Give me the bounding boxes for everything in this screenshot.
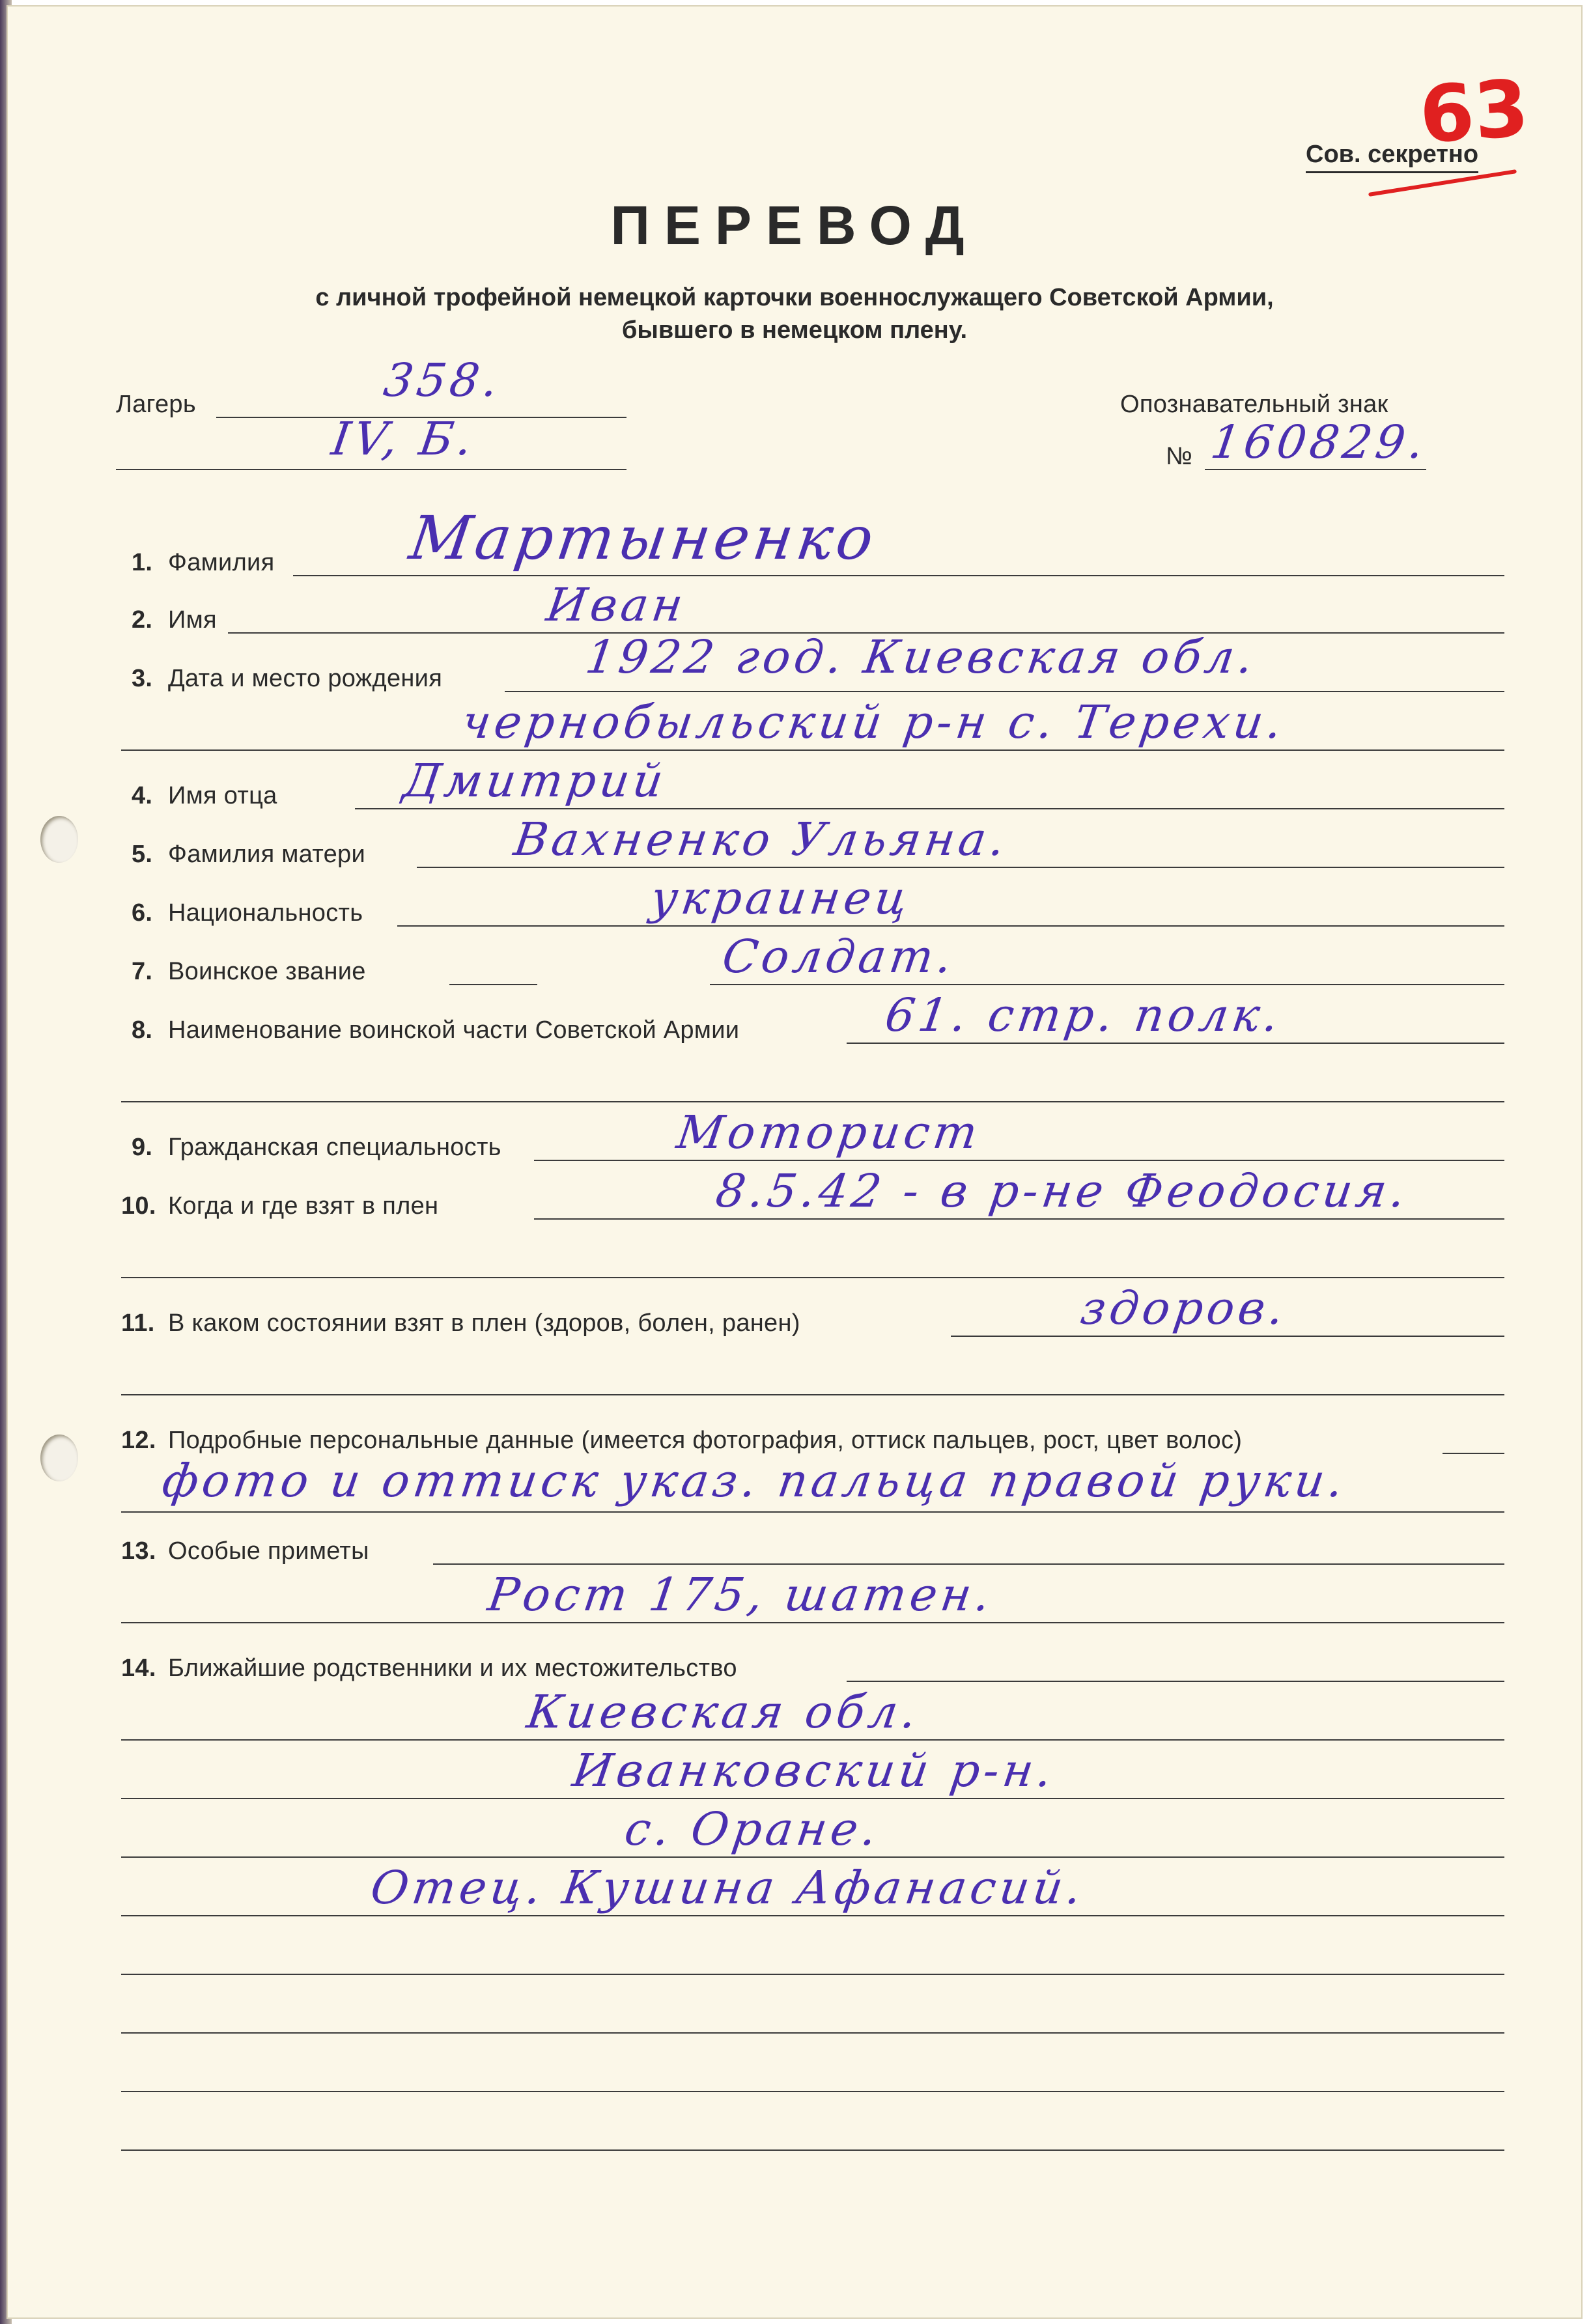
- page-title: ПЕРЕВОД: [610, 195, 979, 256]
- field-14-line-1: [847, 1681, 1504, 1682]
- field-14-line-5: [121, 1915, 1504, 1916]
- field-6-line: [397, 925, 1504, 927]
- field-11-num: 11.: [121, 1309, 155, 1337]
- field-10-line-1: [534, 1218, 1504, 1220]
- id-tag-prefix: №: [1166, 443, 1193, 470]
- field-2-value: Иван: [543, 578, 690, 632]
- field-7-label: Воинское звание: [168, 958, 366, 985]
- camp-value-1: 358.: [380, 354, 505, 407]
- field-13-line-1: [433, 1563, 1504, 1565]
- field-13-label: Особые приметы: [168, 1537, 369, 1565]
- field-14-num: 14.: [121, 1655, 156, 1682]
- field-14-line-8: [121, 2091, 1504, 2092]
- field-2-label: Имя: [168, 606, 217, 634]
- field-1-num: 1.: [132, 549, 153, 576]
- field-7-num: 7.: [132, 958, 153, 985]
- field-12-value: фото и оттиск указ. пальца правой руки.: [159, 1454, 1351, 1507]
- field-2-num: 2.: [132, 606, 153, 634]
- field-14-value-4: Отец. Кушина Афанасий.: [367, 1861, 1089, 1914]
- field-1-label: Фамилия: [168, 549, 275, 576]
- field-3-line-1: [505, 691, 1504, 692]
- id-tag-label: Опознавательный знак: [1120, 391, 1388, 418]
- field-1-value: Мартыненко: [405, 503, 882, 573]
- subtitle-line-2: бывшего в немецком плену.: [621, 316, 968, 344]
- field-1-line: [293, 575, 1504, 576]
- field-7-value: Солдат.: [719, 930, 959, 983]
- id-tag-line: [1205, 469, 1426, 470]
- field-8-line-2: [121, 1101, 1504, 1102]
- field-13-num: 13.: [121, 1537, 156, 1565]
- red-underline-stroke: [1368, 169, 1517, 197]
- field-8-line-1: [847, 1043, 1504, 1044]
- field-5-line: [417, 867, 1504, 868]
- field-14-line-6: [121, 1974, 1504, 1975]
- field-11-value: здоров.: [1077, 1281, 1291, 1335]
- field-7-line-a: [449, 984, 537, 985]
- field-14-line-4: [121, 1856, 1504, 1858]
- field-14-line-7: [121, 2032, 1504, 2034]
- field-9-value: Моторист: [673, 1106, 985, 1159]
- field-4-line: [355, 808, 1504, 809]
- field-14-line-9: [121, 2149, 1504, 2151]
- field-3-value-1: 1922 год. Киевская обл.: [582, 630, 1261, 684]
- field-3-line-2: [121, 749, 1504, 751]
- field-5-label: Фамилия матери: [168, 841, 366, 868]
- camp-line-2: [116, 469, 627, 470]
- field-8-num: 8.: [132, 1016, 153, 1044]
- field-9-num: 9.: [132, 1134, 153, 1161]
- field-3-label: Дата и место рождения: [168, 665, 443, 692]
- field-5-value: Вахненко Ульяна.: [511, 813, 1012, 866]
- field-12-num: 12.: [121, 1427, 156, 1454]
- field-11-label: В каком состоянии взят в плен (здоров, болен, ранен): [168, 1309, 800, 1337]
- field-8-label: Наименование воинской части Советской Армии: [168, 1016, 740, 1044]
- id-tag-value: 160829.: [1207, 415, 1431, 469]
- field-10-num: 10.: [121, 1192, 156, 1220]
- field-12-line-1: [1443, 1453, 1504, 1454]
- field-5-num: 5.: [132, 841, 153, 868]
- field-10-label: Когда и где взят в плен: [168, 1192, 439, 1220]
- field-14-line-3: [121, 1798, 1504, 1799]
- field-14-value-3: с. Оране.: [621, 1802, 884, 1856]
- camp-label: Лагерь: [116, 391, 196, 418]
- field-3-num: 3.: [132, 665, 153, 692]
- field-3-value-2: чернобыльский р-н с. Терехи.: [458, 695, 1289, 749]
- punch-hole-lower: [40, 1435, 78, 1481]
- field-10-value: 8.5.42 - в р-не Феодосия.: [712, 1164, 1413, 1218]
- field-9-line: [534, 1160, 1504, 1161]
- document-page: [7, 5, 1583, 2319]
- field-8-value: 61. стр. полк.: [882, 988, 1286, 1042]
- field-14-label: Ближайшие родственники и их местожительство: [168, 1655, 737, 1682]
- field-7-line-b: [710, 984, 1504, 985]
- field-6-value: украинец: [647, 871, 915, 925]
- field-11-line-2: [121, 1394, 1504, 1395]
- field-13-line-2: [121, 1622, 1504, 1623]
- punch-hole-upper: [40, 816, 78, 863]
- field-11-line-1: [951, 1336, 1504, 1337]
- field-4-num: 4.: [132, 782, 153, 809]
- camp-value-2: IV, Б.: [328, 412, 479, 466]
- field-12-label: Подробные персональные данные (имеется фотография, оттиск пальцев, рост, цвет волос): [168, 1427, 1243, 1454]
- field-10-line-2: [121, 1277, 1504, 1278]
- field-6-label: Национальность: [168, 899, 363, 927]
- subtitle-line-1: с личной трофейной немецкой карточки военнослужащего Советской Армии,: [315, 284, 1274, 311]
- field-14-line-2: [121, 1739, 1504, 1741]
- classification-stamp: Сов. секретно: [1306, 141, 1478, 173]
- field-12-line-2: [121, 1511, 1504, 1513]
- field-4-value: Дмитрий: [400, 754, 671, 807]
- field-13-value: Рост 175, шатен.: [485, 1568, 998, 1621]
- field-14-value-1: Киевская обл.: [524, 1685, 924, 1739]
- field-9-label: Гражданская специальность: [168, 1134, 501, 1161]
- field-14-value-2: Иванковский р-н.: [569, 1744, 1060, 1797]
- field-4-label: Имя отца: [168, 782, 277, 809]
- field-6-num: 6.: [132, 899, 153, 927]
- page-number: 63: [1416, 63, 1532, 161]
